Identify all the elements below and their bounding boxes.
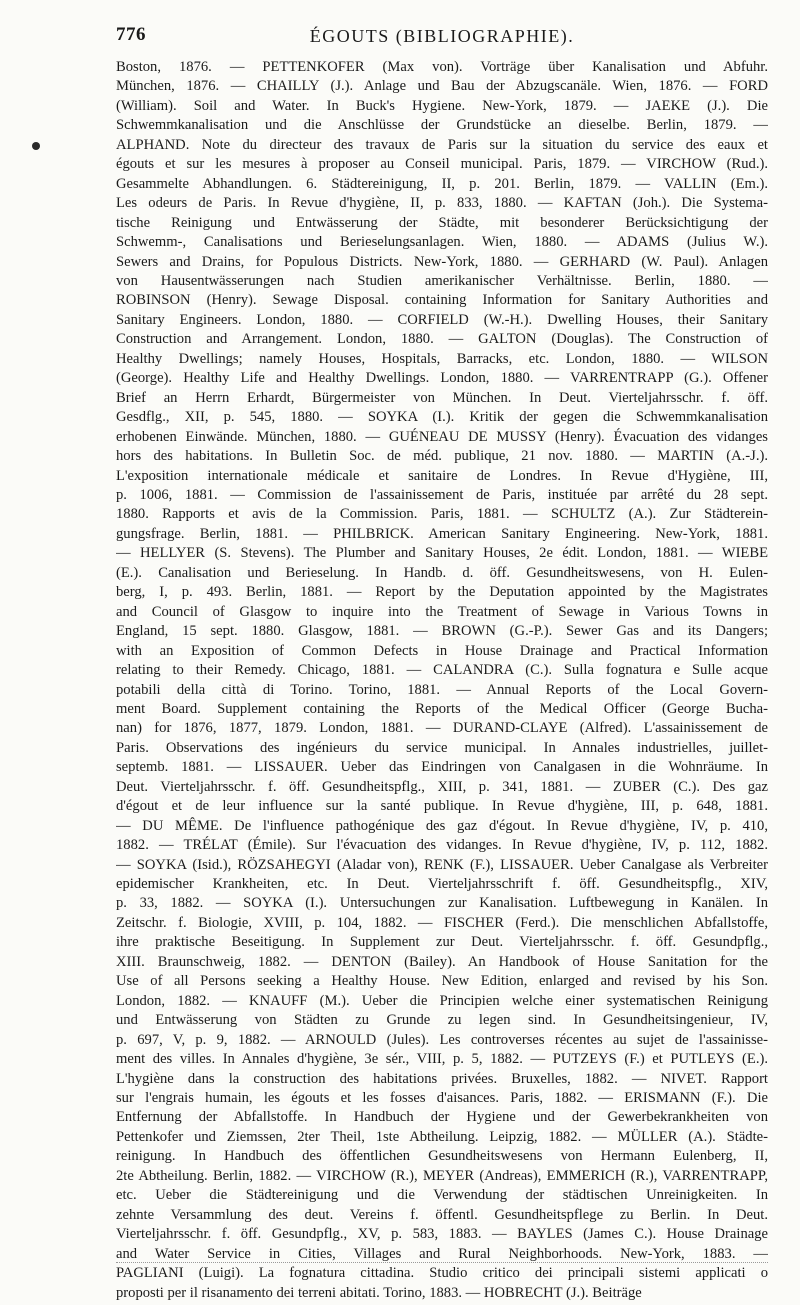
text-line: — SOYKA (Isid.), RÖZSAHEGYI (Aladar von), RENK (F.), LISSAUER. Ueber Canalgase als Verbreiter: [116, 856, 768, 873]
text-line: Use of all Persons seeking a Healthy House. New Edition, enlarged and revised by his Son.: [116, 973, 768, 990]
text-line: Entfernung der Abfallstoffe. In Handbuch der Hygiene und der Gewerbekrankheiten von: [116, 1109, 768, 1126]
text-line: Sewers and Drains, for Populous Districts. New-York, 1880. — GERHARD (W. Paul). Anlagen: [116, 253, 768, 270]
text-line: and Water Service in Cities, Villages and Rural Neighborhoods. New-York, 1883. —: [116, 1245, 768, 1262]
text-line: London, 1882. — KNAUFF (M.). Ueber die Principien welche einer systematischen Reinigung: [116, 992, 768, 1009]
text-line: Schwemm-, Canalisations und Berieselungsanlagen. Wien, 1880. — ADAMS (Julius W.).: [116, 234, 768, 251]
text-line: relating to their Remedy. Chicago, 1881. — CALANDRA (C.). Sulla fognatura e Sulle acque: [116, 662, 768, 679]
text-line: Construction and Arrangement. London, 1880. — GALTON (Douglas). The Construction of: [116, 331, 768, 348]
text-line: (E.). Canalisation und Berieselung. In Handb. d. öff. Gesundheitswesens, von H. Eulen-: [116, 564, 768, 581]
text-line: ment Board. Supplement containing the Reports of the Medical Officer (George Bucha-: [116, 700, 768, 717]
text-line: ihre praktische Beseitigung. In Supplement zur Deut. Vierteljahrsschr. f. öff. Gesundpflg.,: [116, 934, 768, 951]
text-line: égouts et sur les mesures à proposer au Conseil municipal. Paris, 1879. — VIRCHOW (Rud.).: [116, 156, 768, 173]
text-line: and Council of Glasgow to inquire into the Treatment of Sewage in Various Towns in: [116, 603, 768, 620]
text-line: Schwemmkanalisation und die Anschlüsse der Grundstücke an dieselbe. Berlin, 1879. —: [116, 117, 768, 134]
text-line: Zeitschr. f. Biologie, XVIII, p. 104, 1882. — FISCHER (Ferd.). Die menschlichen Abfallstoffe,: [116, 914, 768, 931]
text-line: 1882. — TRÉLAT (Émile). Sur l'évacuation des vidanges. In Revue d'hygiène, IV, p. 112, 1882.: [116, 837, 768, 854]
text-line: potabili della città di Torino. Torino, 1881. — Annual Reports of the Local Govern-: [116, 681, 768, 698]
margin-mark: [32, 142, 40, 150]
text-line: zehnte Versammlung des deut. Vereins f. öffentl. Gesundheitspflege zu Berlin. In Deut.: [116, 1206, 768, 1223]
text-line: with an Exposition of Common Defects in House Drainage and Practical Information: [116, 642, 768, 659]
text-line: Pettenkofer und Ziemssen, 2ter Theil, 1ste Abtheilung. Leipzig, 1882. — MÜLLER (A.). Städte-: [116, 1128, 768, 1145]
text-line: d'égout et de leur influence sur la santé publique. In Revue d'hygiène, III, p. 648, 1881.: [116, 798, 768, 815]
text-line: Paris. Observations des ingénieurs du service municipal. In Annales industrielles, juillet-: [116, 739, 768, 756]
text-line: p. 1006, 1881. — Commission de l'assainissement de Paris, instituée par arrêté du 28 sept.: [116, 486, 768, 503]
text-line: ALPHAND. Note du directeur des travaux de Paris sur la situation du service des eaux et: [116, 136, 768, 153]
text-line: L'exposition internationale médicale et sanitaire de Londres. In Revue d'Hygiène, III,: [116, 467, 768, 484]
text-line: nan) for 1876, 1877, 1879. London, 1881. — DURAND-CLAYE (Alfred). L'assainissement de: [116, 720, 768, 737]
text-line: — DU MÊME. De l'influence pathogénique des gaz d'égout. In Revue d'hygiène, IV, p. 410,: [116, 817, 768, 834]
text-line: sur l'engrais humain, les égouts et les fosses d'aisances. Paris, 1882. — ERISMANN (F.). Die: [116, 1090, 768, 1107]
text-line: 1880. Rapports et avis de la Commission. Paris, 1881. — SCHULTZ (A.). Zur Städterein-: [116, 506, 768, 523]
text-line: proposti per il risanamento dei terreni abitati. Torino, 1883. — HOBRECHT (J.). Beiträge: [116, 1284, 642, 1301]
text-line: Brief an Herrn Erhardt, Bürgermeister von München. In Deut. Vierteljahrsschr. f. öff.: [116, 389, 768, 406]
text-line: München, 1876. — CHAILLY (J.). Anlage und Bau der Abzugscanäle. Wien, 1876. — FORD: [116, 78, 768, 95]
text-line: und Entwässerung von Städten zu Grunde zu legen sind. In Gesundheitsingenieur, IV,: [116, 1012, 768, 1029]
text-line: Gesammelte Abhandlungen. 6. Städtereinigung, II, p. 201. Berlin, 1879. — VALLIN (Em.).: [116, 175, 768, 192]
page-number: 776: [116, 24, 146, 45]
bibliography-text: [116, 58, 768, 1303]
text-line: epidemischer Krankheiten, etc. In Deut. Vierteljahrsschrift f. öff. Gesundheitspflg., XIV,: [116, 876, 768, 893]
text-line: p. 697, V, p. 9, 1882. — ARNOULD (Jules). Les controverses récentes au sujet de l'assainisse-: [116, 1031, 768, 1048]
text-line: ROBINSON (Henry). Sewage Disposal. containing Information for Sanitary Authorities and: [116, 292, 768, 309]
text-line: septemb. 1881. — LISSAUER. Ueber das Eindringen von Canalgasen in die Wohnräume. In: [116, 759, 768, 776]
text-line: etc. Ueber die Städtereinigung und die Verwendung der städtischen Unreinigkeiten. In: [116, 1187, 768, 1204]
text-line: Les odeurs de Paris. In Revue d'hygiène, II, p. 833, 1880. — KAFTAN (Joh.). Die Systema-: [116, 195, 768, 212]
text-line: PAGLIANI (Luigi). La fognatura cittadina. Studio critico dei principali sistemi applicati o: [116, 1265, 768, 1282]
text-line: 2te Abtheilung. Berlin, 1882. — VIRCHOW (R.), MEYER (Andreas), EMMERICH (R.), VARRENTRAPP,: [116, 1167, 768, 1184]
text-line: berg, I, p. 493. Berlin, 1881. — Report by the Deputation appointed by the Magistrates: [116, 584, 768, 601]
text-line: L'hygiène dans la construction des habitations privées. Bruxelles, 1882. — NIVET. Rapport: [116, 1070, 768, 1087]
text-line: Boston, 1876. — PETTENKOFER (Max von). Vorträge über Kanalisation und Abfuhr.: [116, 59, 768, 75]
text-line: ment des villes. In Annales d'hygiène, 3e sér., VIII, p. 5, 1882. — PUTZEYS (F.) et PUTLEYS (E.).: [116, 1051, 768, 1068]
text-line: erhobenen Einwände. München, 1880. — GUÉNEAU DE MUSSY (Henry). Évacuation des vidanges: [116, 428, 768, 445]
text-line: hors des habitations. In Bulletin Soc. de méd. publique, 21 nov. 1880. — MARTIN (A.-J.).: [116, 448, 768, 465]
text-line: (George). Healthy Life and Healthy Dwellings. London, 1880. — VARRENTRAPP (G.). Offener: [116, 370, 768, 387]
text-line: tische Reinigung und Entwässerung der Städte, mit besonderer Berücksichtigung der: [116, 214, 768, 231]
text-line: gungsfrage. Berlin, 1881. — PHILBRICK. American Sanitary Engineering. New-York, 1881.: [116, 525, 768, 542]
text-line: Deut. Vierteljahrsschr. f. öff. Gesundheitspflg., XIII, p. 341, 1881. — ZUBER (C.). Des gaz: [116, 778, 768, 795]
text-line: Gesdflg., XII, p. 545, 1880. — SOYKA (I.). Kritik der gegen die Schwemmkanalisation: [116, 409, 768, 426]
text-line: England, 15 sept. 1880. Glasgow, 1881. — BROWN (G.-P.). Sewer Gas and its Dangers;: [116, 623, 768, 640]
text-line: von Hausentwässerungen nach Studien amerikanischer Verhältnisse. Berlin, 1880. —: [116, 272, 768, 289]
text-line: (William). Soil and Water. In Buck's Hygiene. New-York, 1879. — JAEKE (J.). Die: [116, 97, 768, 114]
text-line: — HELLYER (S. Stevens). The Plumber and Sanitary Houses, 2e édit. London, 1881. — WIEBE: [116, 545, 768, 562]
text-line: reinigung. In Handbuch des öffentlichen Gesundheitswesens von Hermann Eulenberg, II,: [116, 1148, 768, 1165]
page-header: [116, 24, 768, 54]
text-line: XIII. Braunschweig, 1882. — DENTON (Bailey). An Handbook of House Sanitation for the: [116, 953, 768, 970]
bottom-rule: [116, 1262, 768, 1263]
text-line: Vierteljahrsschr. f. öff. Gesundpflg., XV, p. 583, 1883. — BAYLES (James C.). House Drainage: [116, 1226, 768, 1243]
text-line: Sanitary Engineers. London, 1880. — CORFIELD (W.-H.). Dwelling Houses, their Sanitary: [116, 311, 768, 328]
running-title: ÉGOUTS (BIBLIOGRAPHIE).: [309, 26, 575, 46]
text-line: p. 33, 1882. — SOYKA (I.). Untersuchungen zur Kanalisation. Luftbewegung in Kanälen. In: [116, 895, 768, 912]
text-line: Healthy Dwellings; namely Houses, Hospitals, Barracks, etc. London, 1880. — WILSON: [116, 350, 768, 367]
